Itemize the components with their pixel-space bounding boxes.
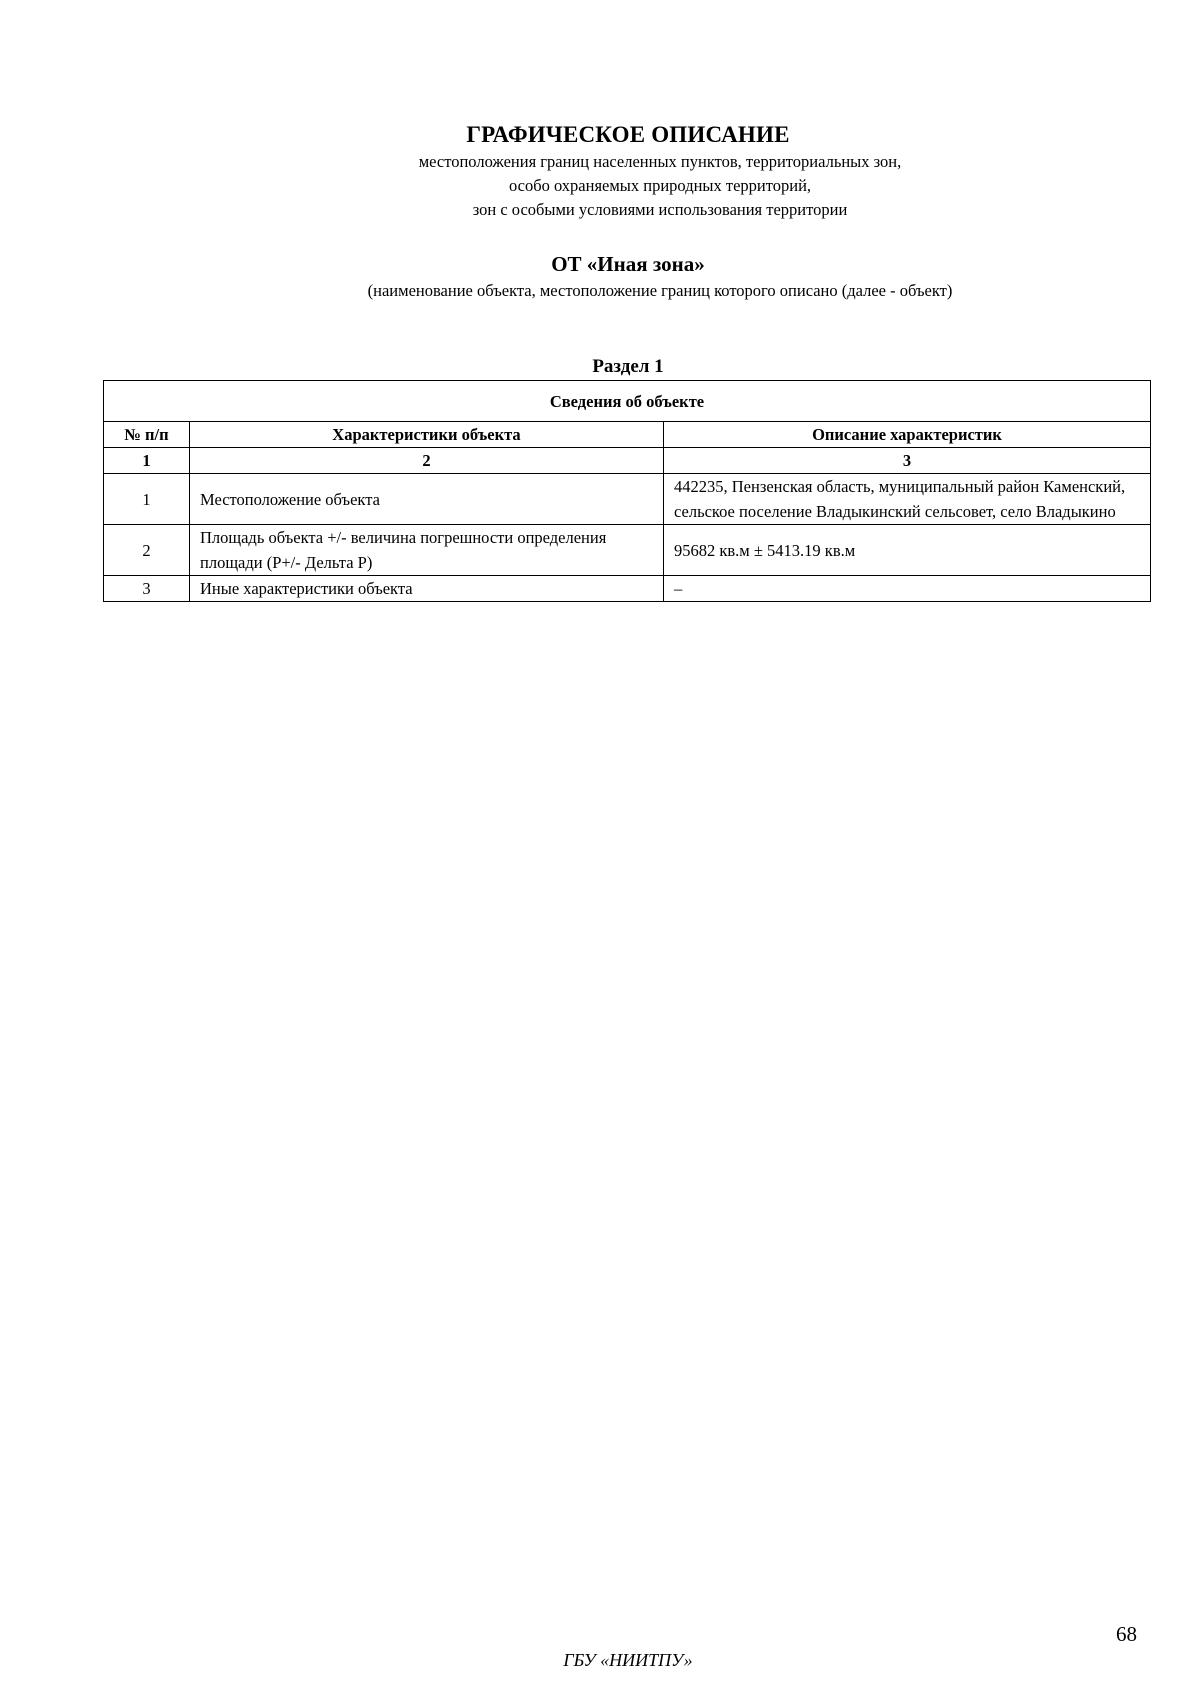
table-row — [104, 576, 1151, 602]
column-index: 3 — [664, 448, 1151, 474]
object-name: ОТ «Иная зона» — [551, 252, 705, 276]
row-characteristic: Местоположение объекта — [190, 474, 664, 525]
table-header-row — [104, 422, 1151, 448]
row-number: 1 — [104, 474, 190, 525]
object-info-table — [103, 380, 1151, 602]
row-number: 2 — [104, 525, 190, 576]
table-row — [104, 474, 1151, 525]
column-header-description: Описание характеристик — [664, 422, 1151, 448]
column-header-number: № п/п — [104, 422, 190, 448]
table-row — [104, 525, 1151, 576]
subtitle-line: особо охраняемых природных территорий, — [508, 176, 812, 195]
document-title: ГРАФИЧЕСКОЕ ОПИСАНИЕ — [466, 122, 790, 147]
column-index: 2 — [190, 448, 664, 474]
table-caption: Сведения об объекте — [104, 381, 1151, 422]
row-number: 3 — [104, 576, 190, 602]
subtitle-line: местоположения границ населенных пунктов, территориальных зон, — [418, 152, 902, 171]
page-number: 68 — [1116, 1622, 1137, 1646]
subtitle-line: зон с особыми условиями использования территории — [472, 200, 848, 219]
section-title: Раздел 1 — [592, 356, 664, 377]
row-characteristic: Площадь объекта +/- величина погрешности определения площади (Р+/- Дельта Р) — [190, 525, 664, 576]
row-characteristic: Иные характеристики объекта — [190, 576, 664, 602]
column-index: 1 — [104, 448, 190, 474]
row-description: – — [664, 576, 1151, 602]
column-header-characteristic: Характеристики объекта — [190, 422, 664, 448]
footer-organization: ГБУ «НИИТПУ» — [563, 1650, 693, 1670]
row-description: 95682 кв.м ± 5413.19 кв.м — [664, 525, 1151, 576]
table-index-row — [104, 448, 1151, 474]
object-caption: (наименование объекта, местоположение границ которого описано (далее - объект) — [367, 281, 953, 300]
table-caption-row — [104, 381, 1151, 422]
row-description: 442235, Пензенская область, муниципальный район Каменский, сельское поселение Владыкинский сельсовет, село Владыкино — [664, 474, 1151, 525]
